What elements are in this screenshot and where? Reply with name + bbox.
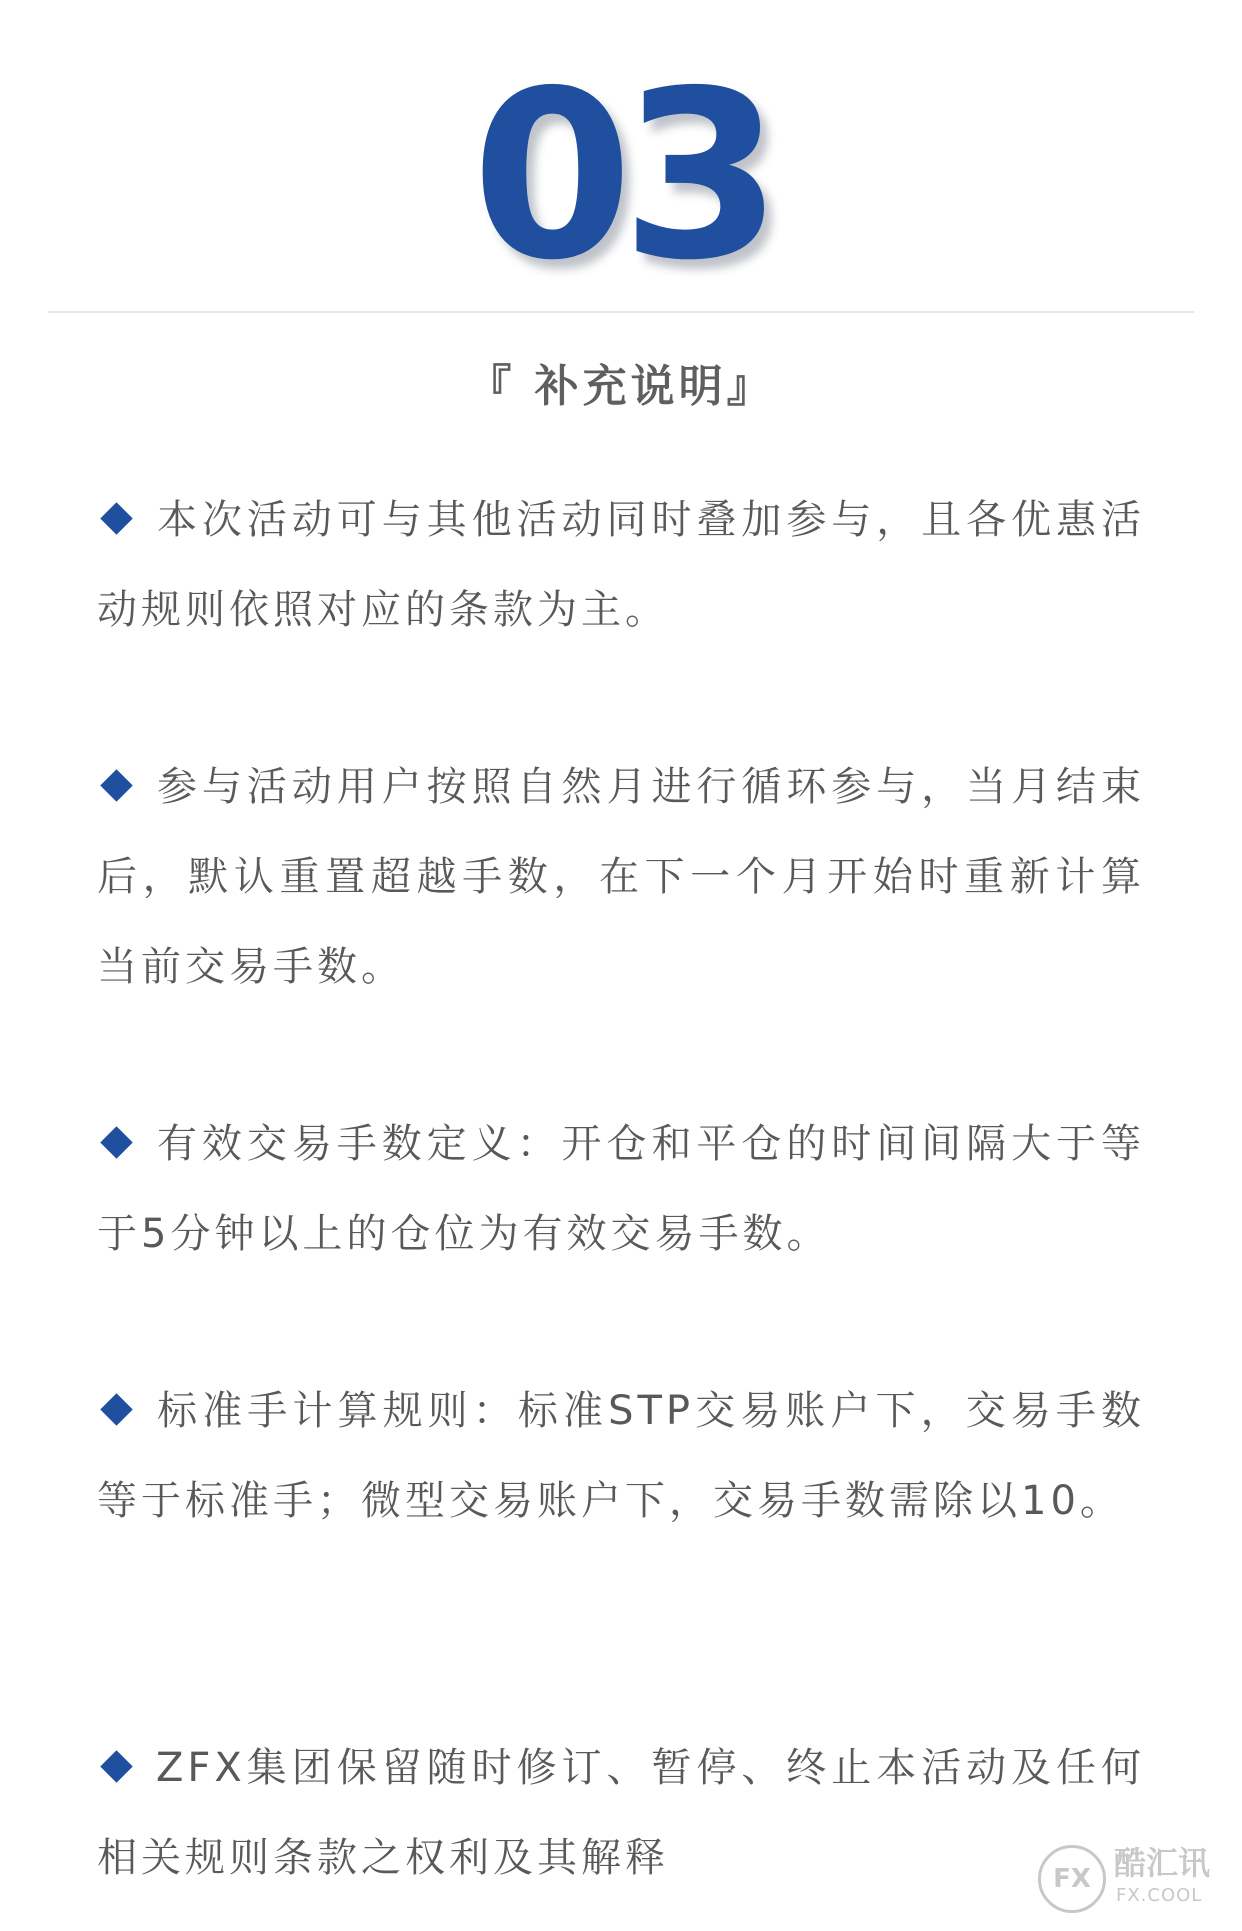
diamond-bullet-icon: [100, 1393, 133, 1426]
rule-item-5: [97, 1723, 1145, 1903]
rule-text: 参与活动用户按照自然月进行循环参与，当月结束后，默认重置超越手数，在下一个月开始时重新计算当前交易手数。: [97, 764, 1145, 990]
rule-text: 标准手计算规则：标准STP交易账户下，交易手数等于标准手；微型交易账户下，交易手数需除以10。: [97, 1388, 1145, 1524]
rule-item-2: [97, 742, 1145, 1012]
rule-text: ZFX集团保留随时修订、暂停、终止本活动及任何相关规则条款之权利及其解释: [97, 1745, 1145, 1881]
diamond-bullet-icon: [100, 769, 133, 802]
diamond-bullet-icon: [100, 1126, 133, 1159]
watermark-logo: [1032, 1839, 1232, 1919]
rule-item-4: [97, 1366, 1145, 1546]
divider: [48, 311, 1194, 313]
rule-text: 有效交易手数定义：开仓和平仓的时间间隔大于等于5分钟以上的仓位为有效交易手数。: [97, 1121, 1145, 1257]
rule-text: 本次活动可与其他活动同时叠加参与，且各优惠活动规则依照对应的条款为主。: [97, 497, 1145, 633]
rule-item-1: [97, 475, 1145, 655]
rule-item-3: [97, 1099, 1145, 1279]
diamond-bullet-icon: [100, 502, 133, 535]
fx-logo-icon: FX: [1038, 1845, 1106, 1913]
watermark-name: 酷汇讯: [1114, 1844, 1211, 1882]
diamond-bullet-icon: [100, 1750, 133, 1783]
section-title: 『 补充说明』: [467, 361, 775, 412]
watermark-domain: FX.COOL: [1116, 1885, 1203, 1906]
section-number: 03: [471, 41, 771, 311]
